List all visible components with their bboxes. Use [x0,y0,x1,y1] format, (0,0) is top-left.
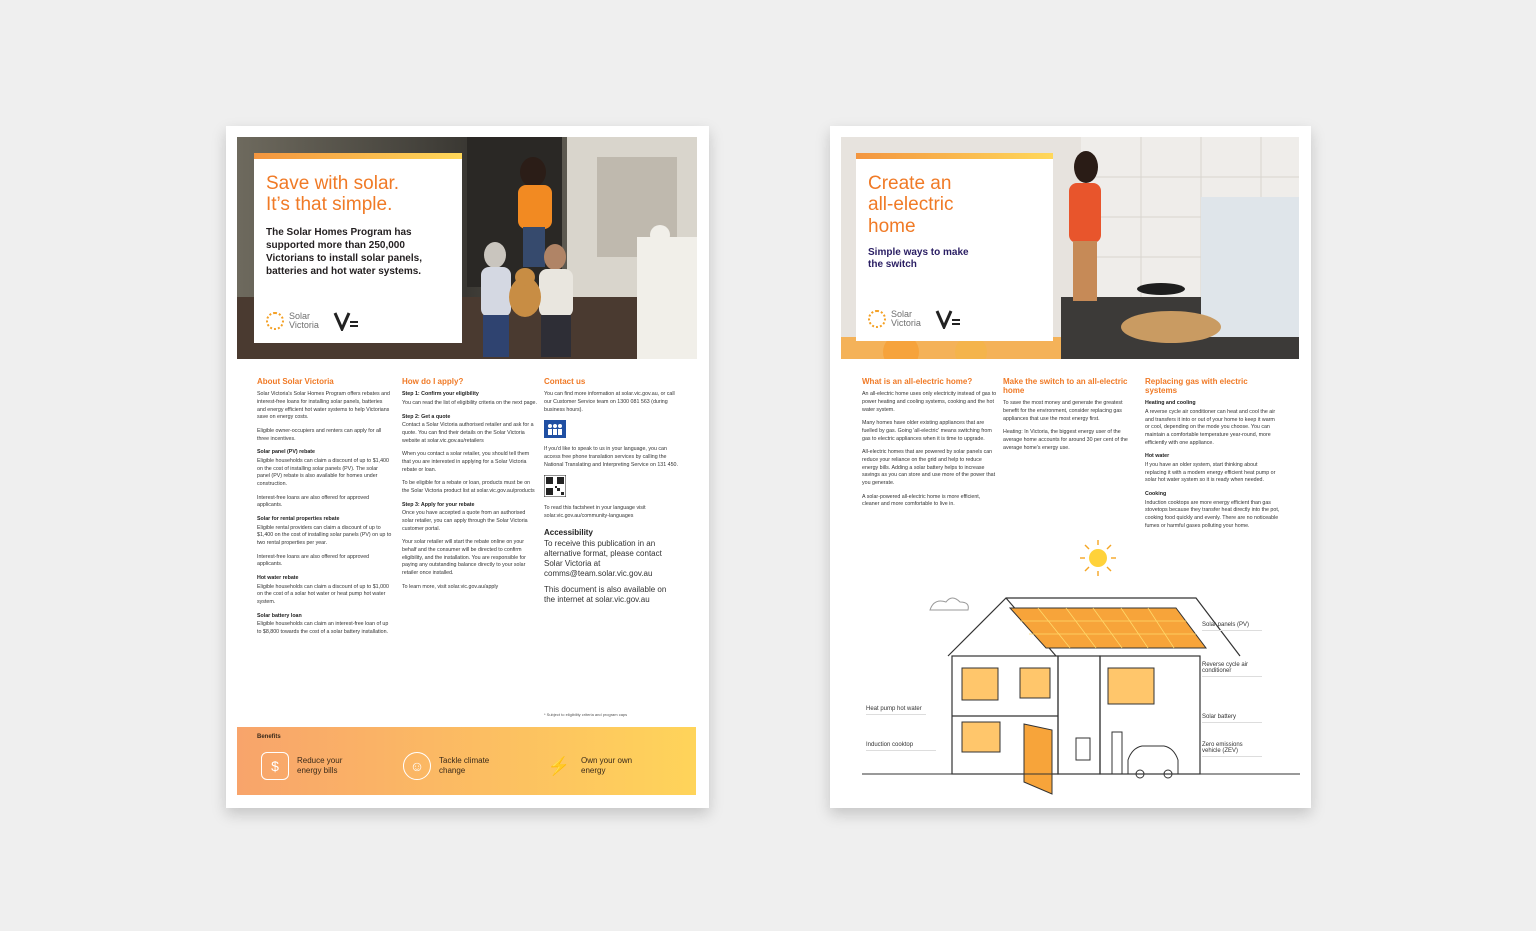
interpreter-text[interactable]: If you'd like to speak to us in your language, you can access free phone translation services by calling the National Translating and Interpreting Service on 131 450. [544,446,678,468]
cooking-text: Induction cooktops are more energy efficient than gas stovetops because they transfer heat directly into the pot, cooking food quickly and evenly. There are no noticeable fumes or harmful gases polluting your home. [1145,499,1280,529]
logo-row [868,309,961,329]
flyer-title-line1: Save with solar. [266,173,400,194]
qr-code-icon [544,475,566,497]
window-person [1020,668,1050,698]
electric-car-icon [1128,746,1178,778]
heading-how-to-apply: How do I apply? [402,377,464,386]
rental-rebate-text: Eligible rental providers can claim a discount of up to $1,400 on the cost of installing solar panels (PV) on up to two rental properties per year. [257,524,392,546]
make-switch-text-1: To save the most money and generate the greatest benefit for the environment, consider replacing gas appliances that use the most energy first. [1003,400,1123,422]
sub-step1: Step 1: Confirm your eligibility [402,391,479,398]
hands-lightning-icon: ⚡ [547,755,571,776]
battery-loan-text: Eligible households can claim an interest-free loan of up to $8,800 towards the cost of a solar battery installation. [257,621,389,635]
sub-solar-panel-rebate: Solar panel (PV) rebate [257,449,315,456]
battery-icon [1076,738,1090,760]
heating-cooling-text: A reverse cycle air conditioner can heat and cool the air and transfers it into or out of your home to keep it warm or cool, depending on the mode you choose. You can maintain a comfortable temperature year-round, more efficiently with one appliance. [1145,409,1276,446]
column-about [257,377,392,643]
benefit-1-text: Reduce your energy bills [297,756,343,775]
victoria-state-logo-icon [333,311,359,331]
languages-link-text[interactable]: To read this factsheet in your language visit solar.vic.gov.au/community-languages [544,505,646,519]
flyer-title-line3: home [868,215,916,237]
about-text: Solar Victoria's Solar Homes Program offers rebates and interest-free loans for installing solar panels, batteries and energy efficient hot water systems to help Victorians save on energy costs. [257,391,391,421]
what-is-text-4: A solar-powered all-electric home is more efficient, cleaner and more comfortable to live in. [862,493,981,508]
step2-text-2: When you contact a solar retailer, you should tell them that you are interested in applying for a Solar Victoria rebate or loan. [402,451,530,473]
hot-water-text: If you have an older system, start thinking about replacing it with a modern energy efficient heat pump or solar hot water system so it is ready when needed. [1145,462,1276,484]
column-how-to-apply [402,377,537,597]
heading-replacing-gas: Replacing gas with electric systems [1145,377,1248,396]
step2-text-3: To be eligible for a rebate or loan, products must be on the Solar Victoria product list at solar.vic.gov.au/products [402,480,535,494]
sub-step2: Step 2: Get a quote [402,413,451,420]
benefits-label: Benefits [257,734,281,740]
sub-hot-water-rebate: Hot water rebate [257,574,299,581]
flyer-title-line2: It’s that simple. [266,194,393,216]
label-solar-panels: Solar panels (PV) [1202,622,1262,631]
sub-hot-water: Hot water [1145,453,1170,460]
bill-document-icon: $ [261,752,289,780]
title-card [856,153,1053,341]
interpreter-people-icon [544,420,566,438]
logo-text-line2: Victoria [891,318,921,328]
flyer-all-electric-home [830,126,1311,808]
benefit-own-energy [545,752,641,780]
front-door [1024,724,1052,794]
benefit-reduce-bills [261,752,357,780]
loan-text-1: Interest-free loans are also offered for approved applicants. [257,494,370,509]
label-heat-pump: Heat pump hot water [866,706,926,715]
benefit-2-text: Tackle climate change [439,756,490,775]
heading-what-is: What is an all-electric home? [862,377,973,386]
victoria-state-logo-icon [935,309,961,329]
benefit-3-text: Own your own energy [581,756,633,775]
footnote: * Subject to eligibility criteria and program caps [544,712,628,717]
sub-heating-cooling: Heating and cooling [1145,400,1196,407]
solar-victoria-sun-icon [868,310,886,328]
ev-charger-icon [1112,732,1122,774]
label-aircon: Reverse cycle air conditioner [1202,662,1262,677]
label-induction: Induction cooktop [866,742,936,751]
heading-about: About Solar Victoria [257,377,334,386]
column-replacing-gas [1145,377,1280,536]
earth-smile-icon: ☺ [403,752,431,780]
window-heater [962,668,998,700]
logo-text-line2: Victoria [289,320,319,330]
cloud-icon [930,598,968,610]
contact-text: You can find more information at solar.vic.gov.au, or call our Customer Service team on 1300 081 563 (during business hours). [544,391,675,413]
sub-battery-loan: Solar battery loan [257,612,302,619]
flyer-subtitle-line2: the switch [868,259,917,271]
roof-solar-panels [1010,608,1206,648]
sub-cooking: Cooking [1145,491,1167,498]
make-switch-text-2: Heating: In Victoria, the biggest energy user of the average home accounts for around 30 per cent of the average home's energy use. [1003,429,1128,451]
what-is-text-1: An all-electric home uses only electricity instead of gas to power heating and cooling systems, cooking and the hot water system. [862,391,997,413]
logo-text-line1: Solar [891,309,913,319]
title-card-accent-bar [254,153,462,159]
window-aircon [1108,668,1154,704]
step3-text: Once you have accepted a quote from an authorised solar retailer, you can apply through the Solar Victoria customer portal. [402,510,528,532]
logo-row [266,311,359,331]
heading-contact: Contact us [544,377,586,386]
sub-rental-rebate: Solar for rental properties rebate [257,515,340,522]
benefit-climate [403,752,499,780]
internet-text: This document is also available on the internet at solar.vic.gov.au [544,585,667,605]
apply-link[interactable]: To learn more, visit solar.vic.gov.au/apply [402,583,499,590]
solar-panel-rebate-text: Eligible households can claim a discount of up to $1,400 on the cost of installing solar panels (PV). The solar panel (PV) rebate is also available for homes under construction. [257,457,389,487]
flyer-title-line2: all-electric [868,194,954,216]
sub-accessibility: Accessibility [544,527,593,537]
hot-water-rebate-text: Eligible households can claim a discount of up to $1,000 on the cost of a solar hot water or heat pump hot water system. [257,583,389,605]
flyer-title-line1: Create an [868,173,952,194]
label-battery: Solar battery [1202,714,1262,723]
window-cooking [962,722,1000,752]
step3-text-2: Your solar retailer will start the rebate online on your behalf and the consumer will be directed to confirm eligibility, and the installation. You are responsible for paying any outstanding balance directly to your solar retailer once installed. [402,539,526,576]
about-text-2: Eligible owner-occupiers and renters can apply for all three incentives. [257,427,382,442]
step1-text: You can read the list of eligibility criteria on the next page. [402,399,537,406]
column-make-switch [1003,377,1138,458]
sub-step3: Step 3: Apply for your rebate [402,501,475,508]
flyer-subtitle-line1: Simple ways to make [868,246,969,258]
what-is-text-2: Many homes have older existing appliances that are fuelled by gas. Going 'all-electric' means switching from gas to electric appliances when it is time to upgrade. [862,420,992,442]
title-card [254,153,462,343]
label-ev: Zero emissions vehicle (ZEV) [1202,742,1262,757]
accessibility-text: To receive this publication in an alternative format, please contact Solar Victoria at comms@team.solar.vic.gov.au [544,539,662,579]
what-is-text-3: All-electric homes that are powered by solar panels can reduce your reliance on the grid and help to reduce energy bills. Adding a solar battery helps to increase savings as you can store and use more of the power that you generate. [862,449,996,486]
sun-icon [1080,540,1116,576]
logo-text-line1: Solar [289,311,311,321]
column-what-is [862,377,997,515]
loan-text-2: Interest-free loans are also offered for approved applicants. [257,553,370,568]
column-contact [544,377,679,611]
benefits-band [237,727,696,795]
flyer-intro: The Solar Homes Program has supported more than 250,000 Victorians to install solar panels, batteries and hot water systems. [266,226,422,277]
solar-victoria-sun-icon [266,312,284,330]
title-card-accent-bar [856,153,1053,159]
flyer-save-with-solar [226,126,709,808]
heading-make-switch: Make the switch to an all-electric home [1003,377,1128,396]
step2-text: Contact a Solar Victoria authorised retailer and ask for a quote. You can find their details on the Solar Victoria website at solar.vic.gov.au/retailers [402,422,534,444]
